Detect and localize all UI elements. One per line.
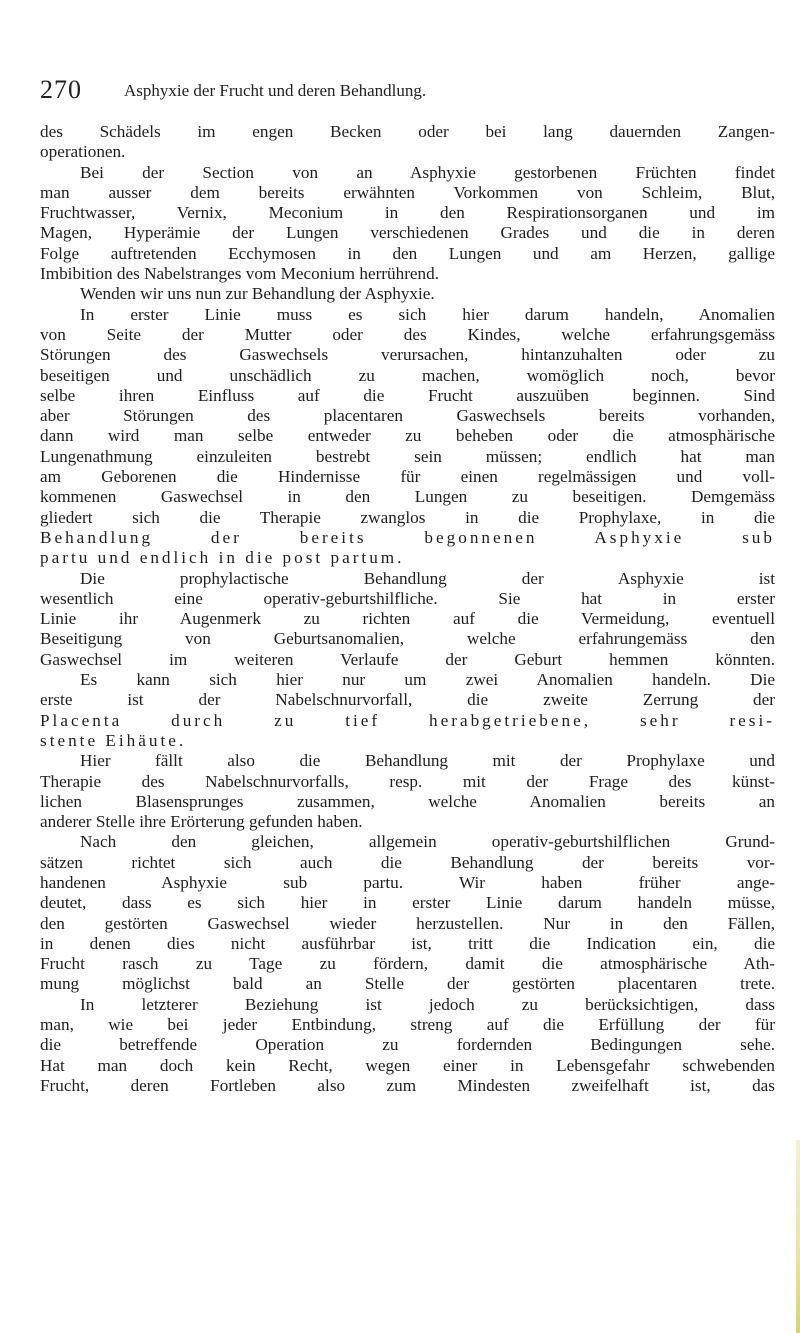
text-line: In erster Linie muss es sich hier darum handeln, Anomalien (80, 304, 775, 324)
text-line: dann wird man selbe entweder zu beheben oder die atmosphärische (40, 426, 775, 446)
page-header (40, 75, 775, 109)
text-line: deutet, dass es sich hier in erster Linie darum handeln müsse, (40, 893, 775, 913)
text-line: partu und endlich in die post partum. (40, 548, 405, 568)
text-line: selbe ihren Einfluss auf die Frucht auszuüben beginnen. Sind (40, 385, 775, 405)
text-line: Frucht, deren Fortleben also zum Mindesten zweifelhaft ist, das (40, 1075, 775, 1095)
text-line: Nach den gleichen, allgemein operativ-geburtshilflichen Grund- (80, 832, 775, 852)
text-line: man ausser dem bereits erwähnten Vorkommen von Schleim, Blut, (40, 182, 775, 202)
text-line: In letzterer Beziehung ist jedoch zu berücksichtigen, dass (80, 994, 775, 1014)
text-line: beseitigen und unschädlich zu machen, womöglich noch, bevor (40, 365, 775, 385)
text-line: Es kann sich hier nur um zwei Anomalien handeln. Die (80, 670, 775, 690)
text-line: kommenen Gaswechsel in den Lungen zu beseitigen. Demgemäss (40, 487, 775, 507)
text-line: erste ist der Nabelschnurvorfall, die zweite Zerrung der (40, 690, 775, 710)
text-line: Frucht rasch zu Tage zu fördern, damit die atmosphärische Ath- (40, 954, 775, 974)
text-line: wesentlich eine operativ-geburtshilfliche. Sie hat in erster (40, 588, 775, 608)
text-line: Hat man doch kein Recht, wegen einer in Lebensgefahr schwebenden (40, 1055, 775, 1075)
text-line: Hier fällt also die Behandlung mit der Prophylaxe und (80, 751, 775, 771)
text-line: in denen dies nicht ausführbar ist, tritt die Indication ein, die (40, 933, 775, 953)
text-line: Gaswechsel im weiteren Verlaufe der Geburt hemmen könnten. (40, 649, 775, 669)
text-line: den gestörten Gaswechsel wieder herzustellen. Nur in den Fällen, (40, 913, 775, 933)
text-line: Therapie des Nabelschnurvorfalls, resp. mit der Frage des künst- (40, 771, 775, 791)
text-line: Fruchtwasser, Vernix, Meconium in den Respirationsorganen und im (40, 203, 775, 223)
body-text (40, 122, 775, 1096)
text-line: operationen. (40, 142, 126, 162)
section-heading-line: Wenden wir uns nun zur Behandlung der Asphyxie. (80, 284, 435, 304)
text-line: handenen Asphyxie sub partu. Wir haben früher ange- (40, 872, 775, 892)
text-line: sätzen richtet sich auch die Behandlung der bereits vor- (40, 852, 775, 872)
text-line: Lungenathmung einzuleiten bestrebt sein müssen; endlich hat man (40, 446, 775, 466)
text-line: stente Eihäute. (40, 730, 187, 750)
page-edge-mark (796, 1140, 800, 1333)
text-line: anderer Stelle ihre Erörterung gefunden haben. (40, 812, 363, 832)
text-line: lichen Blasensprunges zusammen, welche Anomalien bereits an (40, 791, 775, 811)
running-title: Asphyxie der Frucht und deren Behandlung. (124, 81, 427, 100)
text-line: gliedert sich die Therapie zwanglos in die Prophylaxe, in die (40, 507, 775, 527)
text-line: man, wie bei jeder Entbindung, streng auf die Erfüllung der für (40, 1015, 775, 1035)
text-line: die betreffende Operation zu fordernden Bedingungen sehe. (40, 1035, 775, 1055)
text-line: mung möglichst bald an Stelle der gestörten placentaren trete. (40, 974, 775, 994)
text-line: Die prophylactische Behandlung der Asphyxie ist (80, 568, 775, 588)
text-line: Störungen des Gaswechsels verursachen, hintanzuhalten oder zu (40, 345, 775, 365)
text-line: von Seite der Mutter oder des Kindes, welche erfahrungsgemäss (40, 324, 775, 344)
text-line: Folge auftretenden Ecchymosen in den Lungen und am Herzen, gallige (40, 243, 775, 263)
page-number: 270 (40, 75, 82, 104)
text-line: des Schädels im engen Becken oder bei lang dauernden Zangen- (40, 122, 775, 141)
text-line: Bei der Section von an Asphyxie gestorbenen Früchten findet (80, 162, 775, 182)
text-line: Linie ihr Augenmerk zu richten auf die Vermeidung, eventuell (40, 609, 775, 629)
text-line: Beseitigung von Geburtsanomalien, welche erfahrungemäss den (40, 629, 775, 649)
text-line: am Geborenen die Hindernisse für einen regelmässigen und voll- (40, 467, 775, 487)
text-line: Behandlung der bereits begonnenen Asphyxie sub (40, 527, 775, 547)
text-line: Imbibition des Nabelstranges vom Meconium herrührend. (40, 264, 440, 284)
text-line: Magen, Hyperämie der Lungen verschiedenen Grades und die in deren (40, 223, 775, 243)
text-line: Placenta durch zu tief herabgetriebene, sehr resi- (40, 710, 775, 730)
text-line: aber Störungen des placentaren Gaswechsels bereits vorhanden, (40, 406, 775, 426)
